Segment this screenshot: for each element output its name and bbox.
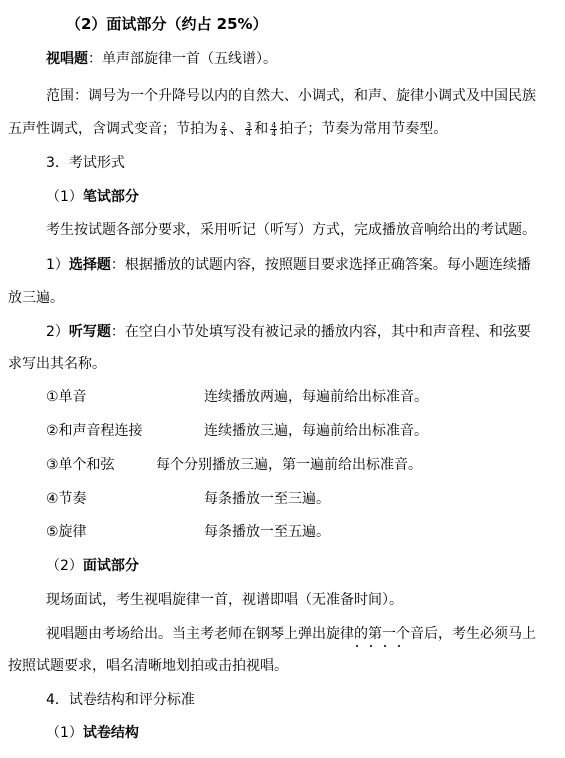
choice-line-1: 1）选择题：根据播放的试题内容，按照题目要求选择正确答案。每小题连续播 [46, 257, 531, 273]
interview-line-2: 视唱题由考场给出。当主考老师在钢琴上弹出旋律的第一个音后，考生必须马上 [46, 626, 536, 642]
interview-line-1: 现场面试，考生视唱旋律一首，视谱即唱（无准备时间）。 [46, 592, 403, 608]
list-item: ①单音 连续播放两遍，每遍前给出标准音。 [46, 389, 428, 405]
written-intro: 考生按试题各部分要求，采用听记（听写）方式，完成播放音响给出的考试题。 [46, 222, 536, 238]
list-item: ⑤旋律 每条播放一至五遍。 [46, 524, 330, 540]
time-signature-3-4: $\frac{3}{4}$ [246, 120, 252, 138]
emphasis-dot [398, 645, 400, 647]
choice-line-2: 放三遍。 [8, 290, 64, 306]
section-heading-format: 3．考试形式 [46, 155, 125, 171]
scope-text-1: 调号为一个升降号以内的自然大、小调式，和声、旋律小调式及中国民族 [88, 88, 536, 104]
sight-singing-label: 视唱题 [46, 51, 88, 67]
scope-label: 范围： [46, 88, 88, 104]
scope-line-1 [46, 85, 536, 107]
list-item: ②和声音程连接 连续播放三遍，每遍前给出标准音。 [46, 423, 428, 439]
dictation-label: 听写题 [68, 324, 111, 340]
dictation-line-2: 求写出其名称。 [8, 356, 106, 372]
time-signature-2-4: $\frac{2}{4}$ [221, 120, 227, 138]
list-item: ③单个和弦 每个分别播放三遍，第一遍前给出标准音。 [46, 457, 422, 473]
choice-label: 选择题 [68, 257, 111, 273]
interview-line-3: 按照试题要求，唱名清晰地划拍或击拍视唱。 [8, 658, 288, 674]
paper-structure-heading: （1）试卷结构 [46, 725, 139, 741]
sight-singing-text: ：单声部旋律一首（五线谱）。 [88, 51, 277, 67]
scope-and: 和 [254, 121, 269, 137]
list-item: ④节奏 每条播放一至三遍。 [46, 491, 330, 507]
emphasis-dot [356, 645, 358, 647]
scope-line-2: 五声性调式，含调式变音；节拍为 $\frac{2}{4}$ 、 $\frac{3}{4}$ 和 $\frac{4}{4}$ 拍子；节奏为常用节奏型。 [8, 120, 448, 138]
scope-text-2a: 五声性调式，含调式变音；节拍为 [8, 121, 218, 137]
interview-heading: （2）面试部分 [46, 558, 139, 574]
sight-singing-line [46, 48, 277, 70]
section-heading-structure: 4．试卷结构和评分标准 [46, 692, 195, 708]
written-heading: （1）笔试部分 [46, 189, 139, 205]
scope-text-2b: 拍子；节奏为常用节奏型。 [279, 121, 448, 137]
time-signature-4-4: $\frac{4}{4}$ [271, 120, 277, 138]
dictation-line-1: 2）听写题：在空白小节处填写没有被记录的播放内容，其中和声音程、和弦要 [46, 324, 531, 340]
emphasis-dot [384, 645, 386, 647]
emphasis-dot [370, 645, 372, 647]
section-heading-interview: （2）面试部分（约占 25%） [66, 15, 268, 33]
